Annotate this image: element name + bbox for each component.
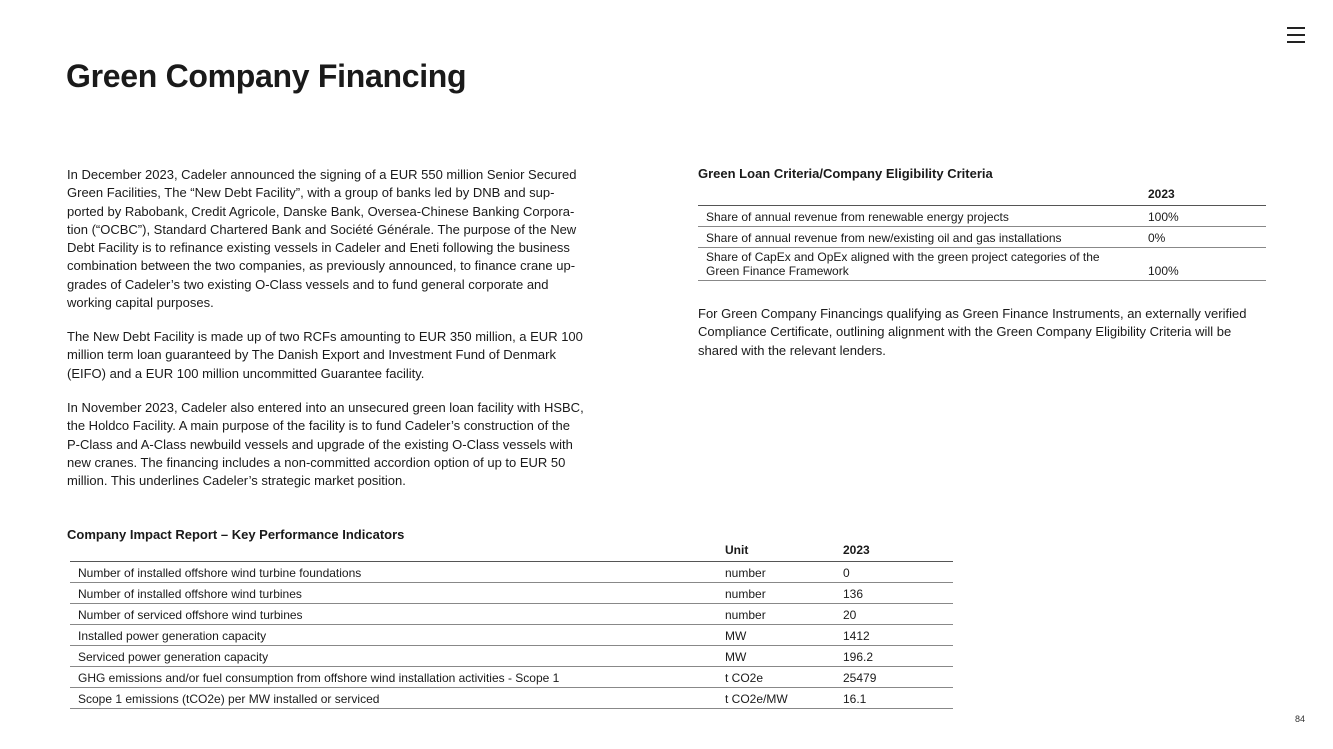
page-title: Green Company Financing	[66, 58, 467, 94]
table-row	[70, 667, 953, 688]
row-label: Number of installed offshore wind turbine foundations	[70, 562, 725, 583]
row-label: Serviced power generation capacity	[70, 646, 725, 667]
paragraph-new-debt-facility	[67, 166, 647, 312]
row-label-line: Share of CapEx and OpEx aligned with the green project categories of the	[706, 250, 1100, 264]
kpi-table	[70, 542, 953, 709]
text-line: the Holdco Facility. A main purpose of the facility is to fund Cadeler’s construction of the	[67, 418, 570, 434]
text-line: million term loan guaranteed by The Danish Export and Investment Fund of Denmark	[67, 347, 556, 363]
compliance-note: For Green Company Financings qualifying as Green Finance Instruments, an externally verified Compliance Certificate, outlining alignment with the Green Company Eligibility Criteria will be shared with the relevant lenders.	[698, 306, 1247, 358]
text-line: grades of Cadeler’s two existing O-Class vessels and to fund general corporate and	[67, 276, 549, 292]
row-label	[698, 248, 1148, 281]
text-line: combination between the two companies, as previously announced, to finance crane up-	[67, 258, 576, 274]
table-row	[70, 625, 953, 646]
row-value: 100%	[1148, 206, 1266, 227]
table-row	[698, 248, 1266, 281]
year-header: 2023	[1148, 186, 1266, 206]
row-value: 16.1	[843, 688, 953, 709]
text-line: million. This underlines Cadeler’s strategic market position.	[67, 473, 406, 489]
row-label: GHG emissions and/or fuel consumption from offshore wind installation activities - Scope 1	[70, 667, 725, 688]
year-header: 2023	[843, 542, 953, 562]
row-unit: MW	[725, 646, 843, 667]
row-value: 196.2	[843, 646, 953, 667]
row-unit: t CO2e/MW	[725, 688, 843, 709]
text-line: (EIFO) and a EUR 100 million uncommitted Guarantee facility.	[67, 365, 425, 381]
row-unit: number	[725, 604, 843, 625]
text-line: In December 2023, Cadeler announced the signing of a EUR 550 million Senior Secured	[67, 167, 577, 182]
criteria-table-title: Green Loan Criteria/Company Eligibility Criteria	[698, 166, 993, 181]
text-line: tion (“OCBC”), Standard Chartered Bank and Société Générale. The purpose of the New	[67, 221, 577, 237]
criteria-table	[698, 186, 1266, 281]
row-label: Share of annual revenue from renewable energy projects	[698, 206, 1148, 227]
table-row	[698, 206, 1266, 227]
table-row	[70, 604, 953, 625]
row-value: 20	[843, 604, 953, 625]
row-value: 1412	[843, 625, 953, 646]
text-line: working capital purposes.	[67, 295, 214, 311]
text-line: Green Facilities, The “New Debt Facility”, with a group of banks led by DNB and sup-	[67, 185, 555, 201]
text-line: The New Debt Facility is made up of two RCFs amounting to EUR 350 million, a EUR 100	[67, 329, 583, 344]
row-value: 0%	[1148, 227, 1266, 248]
row-value: 0	[843, 562, 953, 583]
table-row	[70, 583, 953, 604]
page-number: 84	[1295, 714, 1306, 724]
row-label: Share of annual revenue from new/existing oil and gas installations	[698, 227, 1148, 248]
row-label: Number of serviced offshore wind turbines	[70, 604, 725, 625]
row-label: Installed power generation capacity	[70, 625, 725, 646]
row-label-line: Green Finance Framework	[706, 264, 849, 278]
hamburger-menu-icon[interactable]	[1287, 27, 1305, 43]
row-unit: number	[725, 583, 843, 604]
table-row	[70, 646, 953, 667]
text-line: new cranes. The financing includes a non-committed accordion option of up to EUR 50	[67, 454, 566, 470]
paragraph-facility-composition	[67, 328, 647, 383]
row-label: Number of installed offshore wind turbines	[70, 583, 725, 604]
kpi-table-title: Company Impact Report – Key Performance Indicators	[67, 527, 405, 542]
unit-header: Unit	[725, 542, 843, 562]
table-row	[70, 688, 953, 709]
text-line: Debt Facility is to refinance existing vessels in Cadeler and Eneti following the business	[67, 240, 570, 256]
text-line: P-Class and A-Class newbuild vessels and upgrade of the existing O-Class vessels with	[67, 436, 573, 452]
text-line: ported by Rabobank, Credit Agricole, Danske Bank, Oversea-Chinese Banking Corpora-	[67, 203, 575, 219]
paragraph-hsbc-facility	[67, 399, 647, 490]
row-unit: t CO2e	[725, 667, 843, 688]
row-value: 100%	[1148, 248, 1266, 281]
text-line: In November 2023, Cadeler also entered into an unsecured green loan facility with HSBC,	[67, 400, 584, 415]
row-label: Scope 1 emissions (tCO2e) per MW installed or serviced	[70, 688, 725, 709]
row-value: 25479	[843, 667, 953, 688]
row-value: 136	[843, 583, 953, 604]
table-row	[70, 562, 953, 583]
table-row	[698, 227, 1266, 248]
row-unit: MW	[725, 625, 843, 646]
row-unit: number	[725, 562, 843, 583]
